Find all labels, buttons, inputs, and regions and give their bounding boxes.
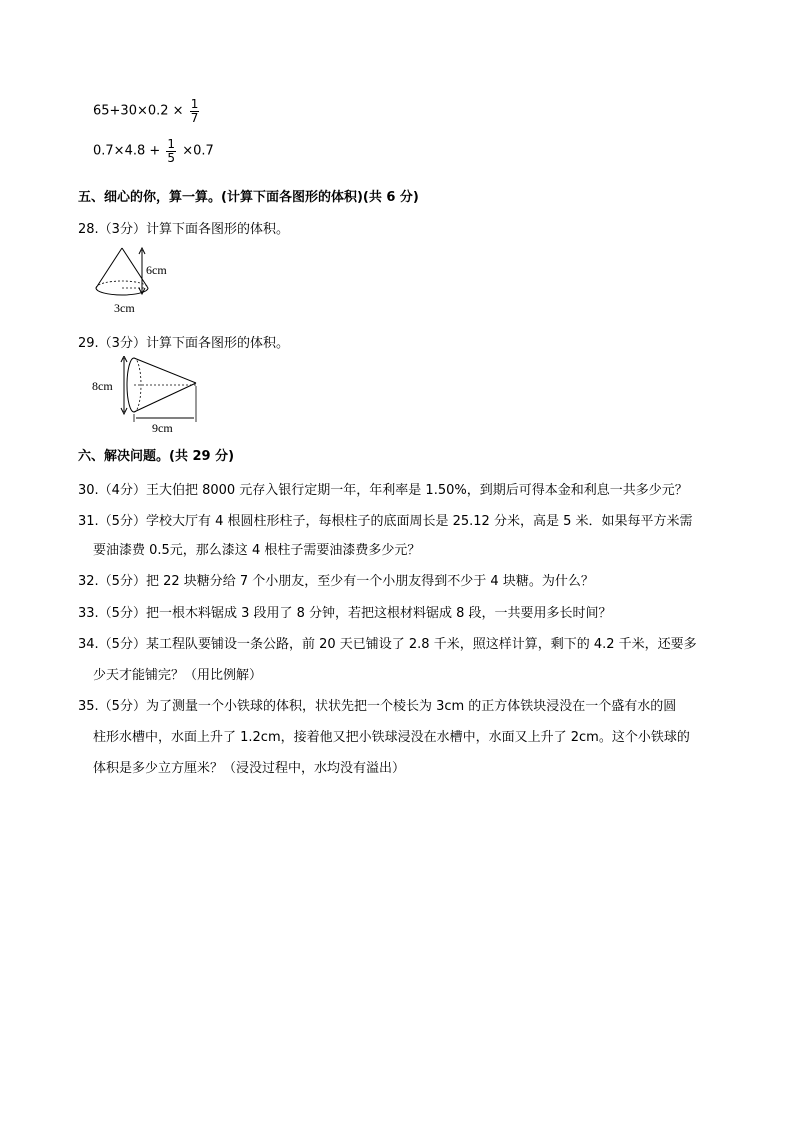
cone-radius-label: 3cm [114, 301, 135, 315]
cone-diagram-q28 [88, 244, 188, 318]
fraction-denominator: 5 [167, 150, 176, 165]
section-6-title: 六、解决问题。(共 29 分) [78, 449, 235, 464]
section-5-title: 五、细心的你，算一算。(计算下面各图形的体积)(共 6 分) [78, 190, 419, 205]
question-34-line-1: 34.（5分）某工程队要铺设一条公路，前 20 天已铺设了 2.8 千米，照这样计算，剩下的 4.2 千米，还要多 [78, 637, 697, 652]
expression-2 [93, 138, 214, 164]
expression-1-prefix: 65+30×0.2 × [93, 103, 184, 119]
cone-diagram-q29 [88, 356, 208, 432]
question-33: 33.（5分）把一根木料锯成 3 段用了 8 分钟，若把这根材料锯成 8 段，一共要用多长时间？ [78, 606, 612, 621]
cone-height-label: 6cm [146, 263, 167, 277]
fraction-numerator: 1 [167, 137, 176, 151]
cone-diameter-label: 8cm [92, 379, 113, 393]
question-30: 30.（4分）王大伯把 8000 元存入银行定期一年，年利率是 1.50%，到期后可得本金和利息一共多少元？ [78, 483, 688, 498]
question-35-line-2: 柱形水槽中，水面上升了 1.2cm，接着他又把小铁球浸没在水槽中，水面又上升了 2cm。这个小铁球的 [93, 730, 690, 745]
question-28: 28.（3分）计算下面各图形的体积。 [78, 222, 289, 237]
question-29: 29.（3分）计算下面各图形的体积。 [78, 336, 289, 351]
question-31-line-2: 要油漆费 0.5元，那么漆这 4 根柱子需要油漆费多少元？ [93, 543, 421, 558]
fraction-numerator: 1 [190, 97, 199, 111]
question-34-line-2: 少天才能铺完？（用比例解） [93, 668, 263, 683]
expression-1 [93, 98, 201, 124]
question-35-line-3: 体积是多少立方厘米？（浸没过程中，水均没有溢出） [93, 761, 406, 776]
question-31-line-1: 31.（5分）学校大厅有 4 根圆柱形柱子，每根柱子的底面周长是 25.12 分米，高是 5 米．如果每平方米需 [78, 514, 693, 529]
fraction-denominator: 7 [190, 110, 199, 125]
question-32: 32.（5分）把 22 块糖分给 7 个小朋友，至少有一个小朋友得到不少于 4 块糖。为什么？ [78, 574, 594, 589]
expression-2-suffix: ×0.7 [182, 143, 214, 159]
fraction-1-5 [166, 138, 176, 164]
question-35-line-1: 35.（5分）为了测量一个小铁球的体积，状状先把一个棱长为 3cm 的正方体铁块浸没在一个盛有水的圆 [78, 699, 677, 714]
expression-2-prefix: 0.7×4.8 + [93, 143, 161, 159]
fraction-1-7 [190, 98, 200, 124]
cone-length-label: 9cm [152, 421, 173, 432]
